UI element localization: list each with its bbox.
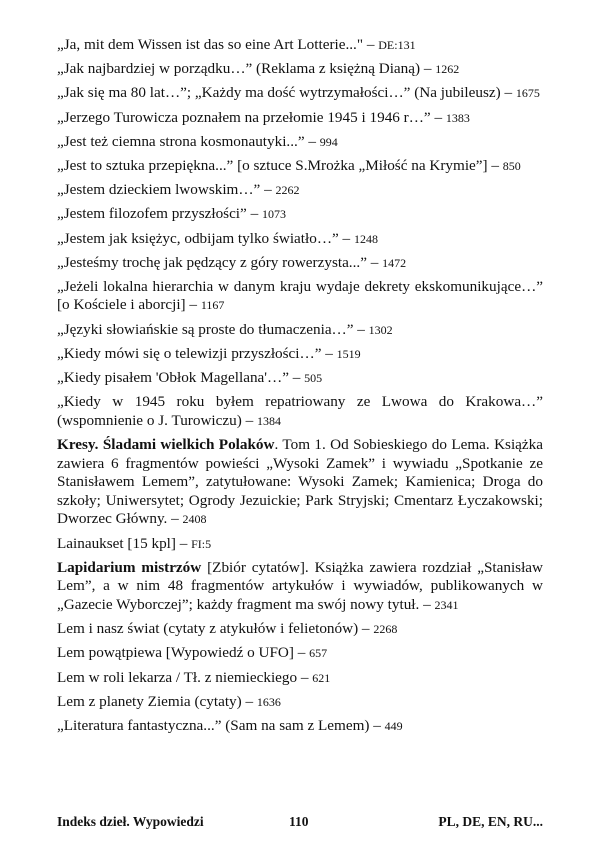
entry-text: „Jest to sztuka przepiękna...” [o sztuce S.Mrożka „Miłość na Krymie”] – [57, 156, 503, 174]
index-entry [57, 535, 543, 554]
entry-code: 449 [384, 718, 403, 733]
footer-languages: PL, DE, EN, RU... [438, 814, 543, 829]
index-entry [57, 321, 543, 340]
entry-text: „Jestem filozofem przyszłości” – [57, 205, 262, 223]
entry-text: [Zbiór cytatów]. Książka zawiera rozdział „Stanisław Lem”, a w nim 48 fragmentów artykułów i wywiadów, publikowanych w „Gazecie Wyborczej”; każdy fragment ma swój nowy tytuł. – [57, 558, 544, 613]
entry-text: Lem w roli lekarza / Tł. z niemieckiego – [57, 668, 313, 686]
entry-code: 621 [312, 670, 331, 685]
entry-text: „Kiedy w 1945 roku byłem repatriowany ze Lwowa do Krakowa…” (wspomnienie o J. Turowiczu) – [57, 393, 543, 429]
entry-code: 1073 [261, 207, 286, 222]
entry-text: „Jesteśmy trochę jak pędzący z góry rowerzysta...” – [57, 253, 383, 271]
entry-code: 657 [309, 646, 328, 661]
entry-code: 2408 [182, 512, 207, 527]
index-entry [57, 133, 543, 152]
index-entry [57, 109, 543, 128]
entry-text: „Jestem jak księżyc, odbijam tylko światło…” – [57, 229, 354, 247]
index-entries [57, 36, 543, 741]
index-entry [57, 230, 543, 249]
index-entry [57, 345, 543, 364]
entry-text: „Jak się ma 80 lat…”; „Każdy ma dość wytrzymałości…” (Na jubileusz) – [57, 84, 516, 102]
entry-text: „Jak najbardziej w porządku…” (Reklama z księżną Dianą) – [57, 60, 436, 78]
index-entry [57, 393, 543, 430]
page-number: 110 [289, 814, 309, 829]
entry-code: 1519 [336, 346, 361, 361]
index-entry [57, 278, 543, 315]
entry-code: 850 [502, 158, 521, 173]
entry-code: 1302 [368, 322, 393, 337]
entry-code: 505 [304, 371, 323, 386]
entry-code: 2341 [434, 597, 459, 612]
entry-code: 994 [319, 134, 338, 149]
entry-text: „Języki słowiańskie są proste do tłumaczenia…” – [57, 320, 369, 338]
entry-code: 1384 [256, 413, 281, 428]
entry-code: 2268 [373, 622, 398, 637]
index-entry [57, 254, 543, 273]
index-entry [57, 436, 543, 529]
index-entry [57, 693, 543, 712]
index-entry [57, 84, 543, 103]
index-entry [57, 620, 543, 639]
entry-code: 1472 [382, 255, 407, 270]
index-entry [57, 181, 543, 200]
index-entry [57, 205, 543, 224]
entry-code: FI:5 [191, 536, 212, 551]
index-entry [57, 157, 543, 176]
index-entry [57, 369, 543, 388]
entry-text: „Jest też ciemna strona kosmonautyki...” – [57, 132, 320, 150]
entry-text: „Kiedy pisałem 'Obłok Magellana'…” – [57, 369, 305, 387]
entry-text: Lem i nasz świat (cytaty z atykułów i felietonów) – [57, 620, 374, 638]
entry-title: Kresy. Śladami wielkich Polaków [57, 436, 275, 453]
index-entry [57, 60, 543, 79]
entry-code: 1675 [515, 86, 540, 101]
entry-code: 1248 [353, 231, 378, 246]
index-entry [57, 36, 543, 55]
entry-code: 2262 [275, 183, 300, 198]
entry-text: Lem z planety Ziemia (cytaty) – [57, 692, 257, 710]
entry-text: Lem powątpiewa [Wypowiedź o UFO] – [57, 644, 310, 662]
footer-section-title: Indeks dzieł. Wypowiedzi [57, 814, 204, 829]
index-entry [57, 644, 543, 663]
index-entry [57, 559, 543, 615]
entry-text: „Ja, mit dem Wissen ist das so eine Art Lotterie..." – [57, 36, 379, 53]
entry-code: 1167 [200, 298, 225, 313]
page-footer [57, 814, 543, 830]
entry-title: Lapidarium mistrzów [57, 558, 202, 576]
index-entry [57, 717, 543, 736]
entry-text: „Kiedy mówi się o telewizji przyszłości…” – [57, 344, 337, 362]
entry-text: „Literatura fantastyczna...” (Sam na sam z Lemem) – [57, 716, 385, 734]
entry-code: DE:131 [378, 38, 416, 52]
entry-code: 1636 [256, 694, 281, 709]
entry-text: . Tom 1. Od Sobieskiego do Lema. Książka zawiera 6 fragmentów powieści „Wysoki Zamek” i wywiadu „Spotkanie ze Stanisławem Lemem”, zatytułowane: Wysoki Zamek; Kamienica; Droga do szkoły; Uniwersytet; Ogrody Jezuickie; Park Stryjski; Cmentarz Łyczakowski; Dworzec Główny. – [57, 436, 543, 528]
index-entry [57, 669, 543, 688]
entry-code: 1262 [435, 62, 460, 77]
entry-text: Lainaukset [15 kpl] – [57, 534, 192, 552]
entry-text: „Jeżeli lokalna hierarchia w danym kraju wydaje dekrety ekskomunikujące…” [o Kościele i aborcji] – [57, 277, 543, 314]
entry-code: 1383 [445, 110, 470, 125]
entry-text: „Jerzego Turowicza poznałem na przełomie 1945 i 1946 r…” – [57, 108, 446, 126]
entry-text: „Jestem dzieckiem lwowskim…” – [57, 181, 276, 199]
